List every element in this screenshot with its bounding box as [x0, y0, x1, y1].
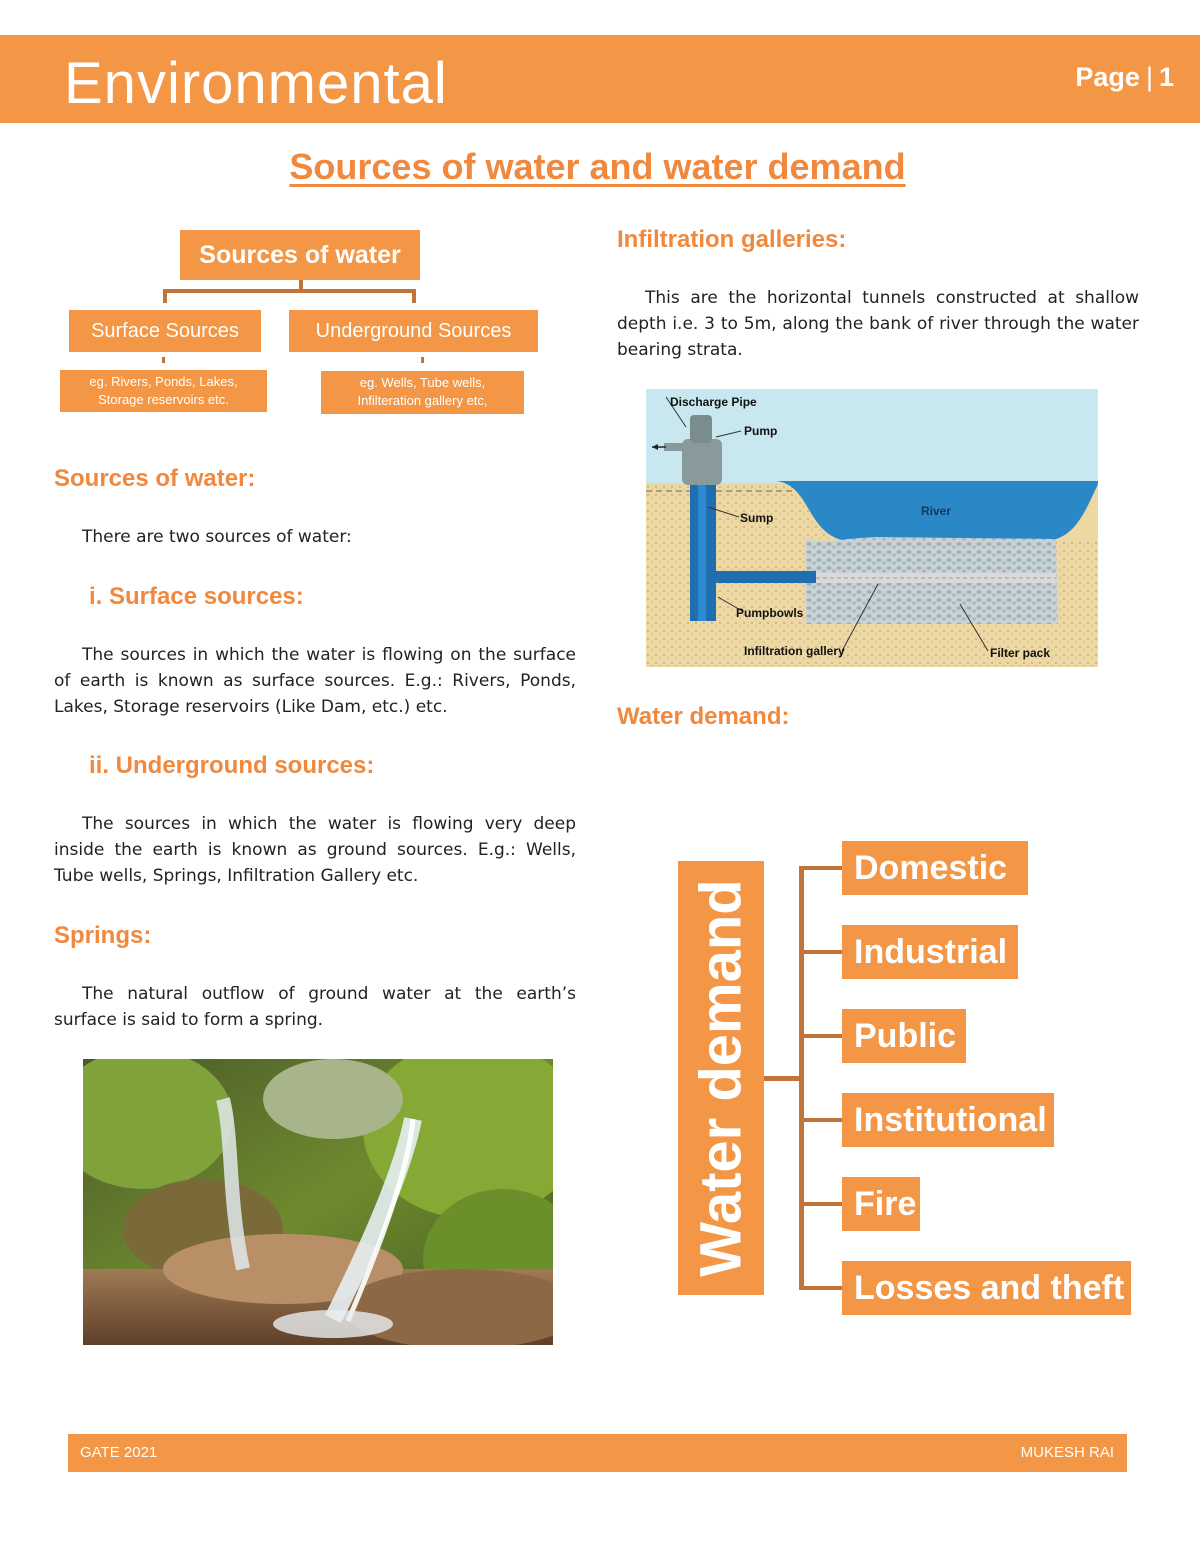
spring-photo-image [83, 1059, 553, 1345]
underground-text: The sources in which the water is flowing very deep inside the earth is known as ground sources. E.g.: Wells, Tube wells, Springs, Infiltration Gallery etc. [54, 814, 576, 886]
tree-connector [421, 357, 424, 363]
tree-connector [799, 1118, 842, 1122]
water-demand-fire: Fire [842, 1177, 920, 1231]
surface-example-line: eg. Rivers, Ponds, Lakes, [89, 374, 238, 389]
spring-photo [83, 1059, 553, 1345]
surface-sources-box: Surface Sources [69, 310, 261, 352]
surface-example-line: Storage reservoirs etc. [98, 392, 229, 407]
water-demand-public: Public [842, 1009, 966, 1063]
underground-example-line: Infilteration gallery etc, [357, 393, 488, 408]
tree-connector [412, 289, 416, 303]
underground-examples-box [321, 371, 524, 414]
infiltration-text: This are the horizontal tunnels constructed at shallow depth i.e. 3 to 5m, along the bank of river through the water bearing strata. [617, 288, 1139, 360]
label-filter-pack: Filter pack [990, 646, 1051, 660]
springs-text: The natural outflow of ground water at the earth’s surface is said to form a spring. [54, 984, 576, 1030]
label-river: River [921, 504, 952, 518]
label-sump: Sump [740, 511, 774, 525]
label-infiltration-gallery: Infiltration gallery [744, 644, 845, 658]
infiltration-heading: Infiltration galleries: [617, 226, 847, 253]
page-label: Page [1075, 62, 1140, 92]
footer-left-text: GATE 2021 [80, 1444, 158, 1461]
footer-bar [68, 1434, 1127, 1472]
springs-heading: Springs: [54, 922, 152, 949]
footer-right-text: MUKESH RAI [1020, 1444, 1114, 1461]
tree-connector [799, 866, 804, 1290]
label-pumpbowls: Pumpbowls [736, 606, 804, 620]
underground-example-line: eg. Wells, Tube wells, [359, 375, 486, 390]
surface-examples-box [60, 370, 267, 412]
tree-connector [163, 289, 416, 293]
infiltration-diagram-image [646, 389, 1098, 667]
tree-connector [799, 1202, 842, 1206]
document-title: Sources of water and water demand [289, 146, 906, 187]
water-demand-domestic: Domestic [842, 841, 1028, 895]
tree-connector [799, 950, 842, 954]
tree-connector [799, 1034, 842, 1038]
sources-root-box: Sources of water [180, 230, 420, 280]
sources-heading: Sources of water: [54, 465, 256, 492]
sources-text: There are two sources of water: [82, 527, 352, 547]
tree-connector [162, 357, 165, 363]
header-title: Environmental [64, 51, 448, 116]
water-demand-losses-and-theft: Losses and theft [842, 1261, 1131, 1315]
page-number [1075, 62, 1174, 93]
underground-heading: ii. Underground sources: [89, 752, 375, 779]
surface-heading: i. Surface sources: [89, 583, 304, 610]
water-demand-heading: Water demand: [617, 703, 790, 730]
surface-text: The sources in which the water is flowing on the surface of earth is known as surface sources. E.g.: Rivers, Ponds, Lakes, Storage reservoirs (Like Dam, etc.) etc. [54, 645, 576, 717]
label-pump: Pump [744, 424, 778, 438]
tree-connector [799, 1286, 842, 1290]
tree-connector [764, 1076, 802, 1081]
water-demand-institutional: Institutional [842, 1093, 1054, 1147]
underground-sources-box: Underground Sources [289, 310, 538, 352]
page-number-value: 1 [1158, 62, 1174, 92]
page-separator: | [1145, 62, 1153, 92]
water-demand-title: Water demand [688, 879, 754, 1277]
label-discharge-pipe: Discharge Pipe [670, 395, 757, 409]
tree-connector [163, 289, 167, 303]
tree-connector [799, 866, 842, 870]
infiltration-gallery-diagram [646, 389, 1098, 667]
water-demand-industrial: Industrial [842, 925, 1018, 979]
